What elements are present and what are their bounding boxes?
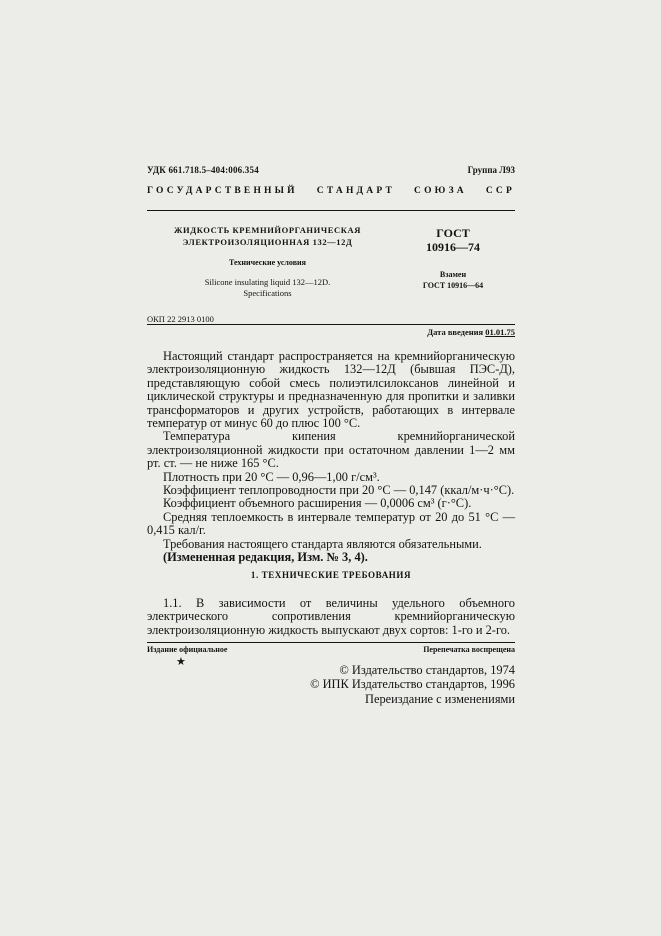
title-english-line-2: Specifications bbox=[243, 288, 292, 298]
title-english-line-1: Silicone insulating liquid 132—12D. bbox=[204, 277, 331, 287]
intro-date-label: Дата введения bbox=[427, 327, 484, 337]
section-1-paragraph-1-1: 1.1. В зависимости от величины удельного объемного электрического сопротивления кремнийорганическую электроизоляционную жидкость выпускают двух сортов: 1-го и 2-го. bbox=[147, 596, 515, 637]
introduction-date bbox=[427, 327, 515, 337]
title-line-1: ЖИДКОСТЬ КРЕМНИЙОРГАНИЧЕСКАЯ bbox=[174, 225, 361, 235]
publisher-line-3: Переиздание с изменениями bbox=[365, 691, 515, 706]
publisher-block bbox=[310, 663, 515, 706]
publisher-line-1: © Издательство стандартов, 1974 bbox=[339, 663, 515, 677]
document-body bbox=[147, 350, 515, 565]
intro-date-value: 01.01.75 bbox=[485, 327, 515, 337]
body-paragraph-density: Плотность при 20 °С — 0,96—1,00 г/см³. bbox=[163, 469, 380, 484]
title-line-2: ЭЛЕКТРОИЗОЛЯЦИОННАЯ 132—12Д bbox=[182, 237, 353, 247]
group-code: Группа Л93 bbox=[467, 165, 515, 175]
publisher-line-2: © ИПК Издательство стандартов, 1996 bbox=[310, 677, 515, 692]
gost-number: 10916—74 bbox=[426, 240, 480, 254]
okp-code: ОКП 22 2913 0100 bbox=[147, 314, 214, 324]
replaces-standard: ГОСТ 10916—64 bbox=[422, 281, 484, 290]
header-divider bbox=[147, 210, 515, 211]
state-standard-heading: ГОСУДАРСТВЕННЫЙ СТАНДАРТ СОЮЗА ССР bbox=[147, 186, 515, 196]
body-paragraph-mandatory: Требования настоящего стандарта являются обязательными. bbox=[163, 536, 482, 551]
udk-code: УДК 661.718.5–404:006.354 bbox=[147, 165, 259, 175]
title-subtitle: Технические условия bbox=[229, 258, 306, 267]
star-icon: ★ bbox=[176, 656, 186, 668]
footer-divider bbox=[147, 642, 515, 643]
section-1-content bbox=[147, 597, 515, 637]
body-paragraph-expansion: Коэффициент объемного расширения — 0,0006 см³ (г·°С). bbox=[163, 496, 472, 511]
replaces-label: Взамен bbox=[439, 270, 467, 279]
gost-label: ГОСТ bbox=[436, 226, 470, 240]
reprint-prohibited-label: Перепечатка воспрещена bbox=[423, 645, 515, 654]
body-paragraph-boiling-point: Температура кипения кремнийорганической электроизоляционной жидкости при остаточном давлении 1—2 мм рт. ст. — не ниже 165 °С. bbox=[147, 429, 515, 471]
official-edition-label: Издание официальное bbox=[147, 645, 228, 654]
body-paragraph-heat-capacity: Средняя теплоемкость в интервале температур от 20 до 51 °С — 0,415 кал/г. bbox=[147, 509, 515, 538]
gost-number-block bbox=[403, 226, 503, 290]
document-title-block bbox=[160, 224, 375, 299]
body-paragraph-thermal-conductivity: Коэффициент теплопроводности при 20 °С — 0,147 (ккал/м·ч·°С). bbox=[163, 483, 515, 498]
section-1-title: 1. ТЕХНИЧЕСКИЕ ТРЕБОВАНИЯ bbox=[250, 570, 412, 580]
body-paragraph-amendment: (Измененная редакция, Изм. № 3, 4). bbox=[163, 550, 368, 565]
body-paragraph-scope: Настоящий стандарт распространяется на кремнийорганическую электроизоляционную жидкость 132—12Д (бывшая ПЭС-Д), представляющую собой смесь полиэтилсилоксанов линейной и циклической структуры и предназначенную для пропитки и заливки трансформаторов и других устройств, работающих в интервале температур от минус 60 до плюс 100 °С. bbox=[147, 349, 515, 431]
okp-divider bbox=[147, 324, 515, 325]
